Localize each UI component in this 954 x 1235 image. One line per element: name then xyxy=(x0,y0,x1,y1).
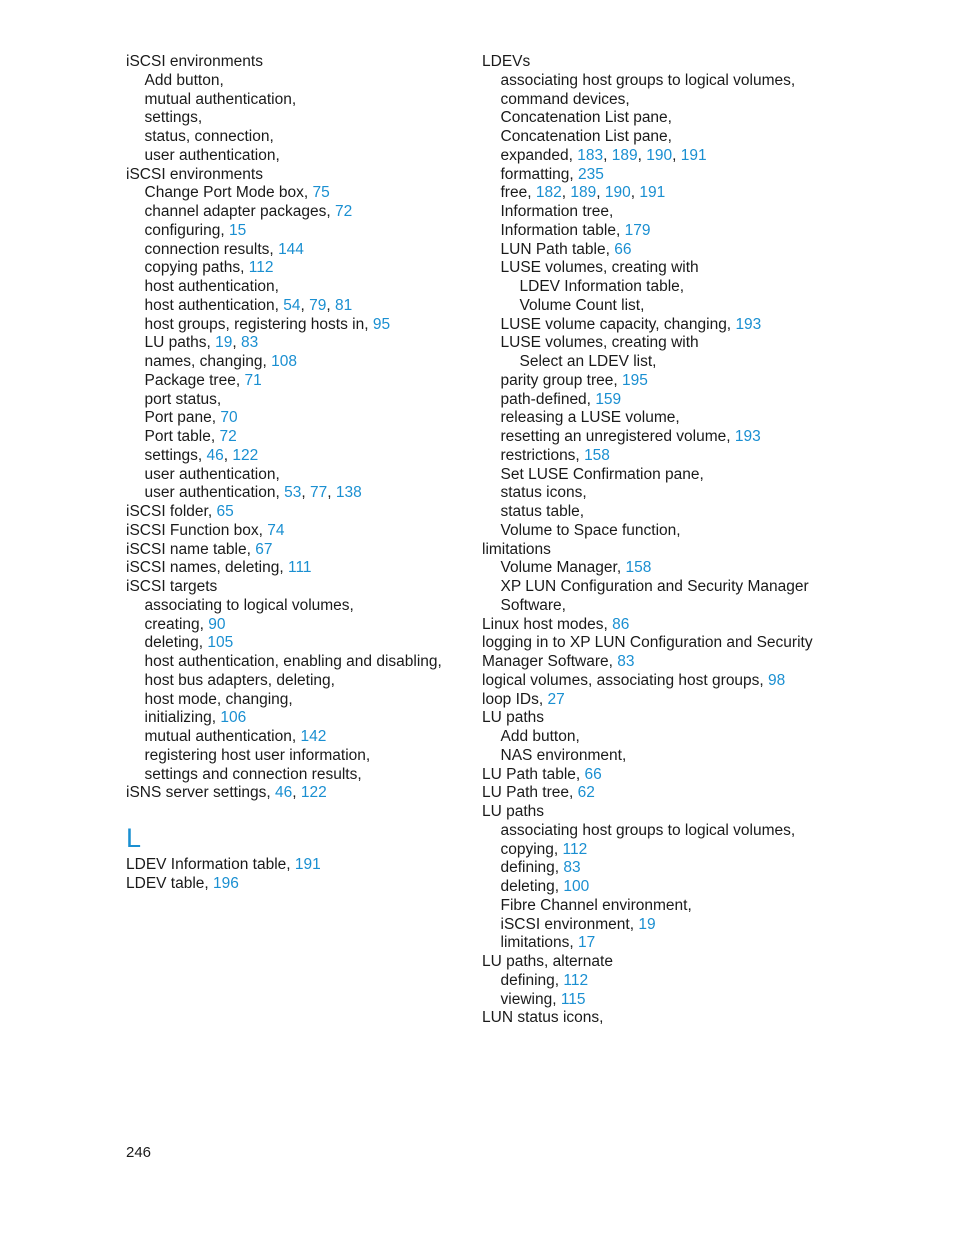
index-subentry xyxy=(482,203,822,222)
index-term: Add button, xyxy=(144,71,224,89)
page-link[interactable]: 66 xyxy=(584,765,602,783)
index-term: Add button, xyxy=(500,728,580,745)
page-link[interactable]: 86 xyxy=(612,615,630,633)
index-term: Volume Manager, xyxy=(500,559,622,577)
index-term: settings, xyxy=(144,109,203,127)
page-link[interactable]: 17 xyxy=(578,934,596,952)
index-term: releasing a LUSE volume, xyxy=(500,409,680,427)
page-link[interactable]: 98 xyxy=(768,671,786,689)
page-link[interactable]: 53 xyxy=(284,484,302,502)
page-link[interactable]: 195 xyxy=(622,371,648,389)
index-subentry xyxy=(126,184,456,203)
index-entry xyxy=(482,691,822,710)
index-subentry xyxy=(482,578,822,597)
index-term: Port table, xyxy=(144,428,216,445)
page-link[interactable]: 112 xyxy=(563,971,589,989)
index-entry xyxy=(482,672,822,691)
index-term: LUSE volumes, creating with xyxy=(500,259,699,277)
index-term: Volume to Space function, xyxy=(500,521,681,539)
page-link[interactable]: 189 xyxy=(611,146,638,164)
page-link[interactable]: 191 xyxy=(294,856,321,873)
index-subentry xyxy=(482,353,822,372)
index-column-right xyxy=(482,53,822,1028)
index-subentry xyxy=(126,353,456,372)
index-subentry xyxy=(482,109,822,128)
index-subentry xyxy=(482,259,822,278)
index-term: port status, xyxy=(144,390,222,408)
index-subentry xyxy=(482,897,822,916)
index-subentry xyxy=(126,147,456,166)
page-link[interactable]: 71 xyxy=(244,371,262,389)
index-subentry xyxy=(126,653,456,672)
page-link[interactable]: 159 xyxy=(595,390,622,408)
index-entry xyxy=(482,616,822,635)
index-subentry: LU paths, 19, 83 xyxy=(144,334,259,352)
index-term: host groups, registering hosts in, xyxy=(144,315,369,333)
index-subentry xyxy=(482,822,822,841)
index-term: names, changing, xyxy=(144,353,267,370)
index-entry xyxy=(482,709,822,728)
page-link[interactable]: 83 xyxy=(617,653,635,670)
index-subentry xyxy=(482,916,822,935)
index-term: Concatenation List pane, xyxy=(500,109,672,127)
index-term: Volume Count list, xyxy=(519,296,645,314)
index-subentry xyxy=(126,691,456,710)
index-subentry xyxy=(482,334,822,353)
index-subentry xyxy=(482,91,822,110)
index-term: Select an LDEV list, xyxy=(519,353,657,370)
index-term: LU paths, alternate xyxy=(482,953,613,970)
index-term: LDEV Information table, xyxy=(519,278,685,295)
page-link[interactable]: 74 xyxy=(267,521,285,539)
index-term: status icons, xyxy=(500,484,587,502)
index-term: command devices, xyxy=(500,90,630,108)
index-term: iSCSI folder, xyxy=(126,503,213,520)
index-term: Port pane, xyxy=(144,409,217,427)
index-term: iSNS server settings, xyxy=(126,784,271,802)
index-term: logical volumes, associating host groups, xyxy=(482,671,764,689)
page-link[interactable]: 75 xyxy=(312,184,330,202)
index-subentry xyxy=(126,747,456,766)
index-subentry xyxy=(482,522,822,541)
page-number: 246 xyxy=(126,1144,152,1161)
index-subentry xyxy=(126,616,456,635)
index-term: associating host groups to logical volumes, xyxy=(500,821,796,839)
index-term: iSCSI names, deleting, xyxy=(126,559,284,577)
page-link[interactable]: 15 xyxy=(228,221,247,239)
index-term: iSCSI environments xyxy=(126,165,263,183)
page-link[interactable]: 62 xyxy=(577,784,595,802)
index-entry xyxy=(482,653,822,672)
index-entry xyxy=(126,541,456,560)
index-subentry xyxy=(482,222,822,241)
page-link[interactable]: 27 xyxy=(547,690,565,708)
index-term: LU Path table, xyxy=(482,765,581,783)
page-link[interactable]: 83 xyxy=(241,334,259,352)
index-term: configuring, xyxy=(144,221,225,239)
index-subentry xyxy=(482,484,822,503)
index-subentry xyxy=(126,241,456,260)
page-link[interactable]: 72 xyxy=(334,203,353,220)
index-subentry xyxy=(482,278,822,297)
index-term: Package tree, xyxy=(144,371,241,389)
index-subentry xyxy=(482,297,822,316)
index-subentry: host authentication, 54, 79, 81 xyxy=(144,296,353,314)
index-subentry xyxy=(126,597,456,616)
page-link[interactable]: 72 xyxy=(219,428,237,445)
page-link[interactable]: 122 xyxy=(232,446,259,464)
index-entry xyxy=(126,856,456,875)
index-term: viewing, xyxy=(500,990,557,1008)
index-subentry xyxy=(126,203,456,222)
page-link[interactable]: 182 xyxy=(535,184,562,202)
index-subentry xyxy=(126,428,456,447)
page-link[interactable]: 191 xyxy=(639,184,666,202)
page-link[interactable]: 190 xyxy=(646,146,673,164)
page-link[interactable]: 54 xyxy=(283,296,301,314)
page-link[interactable]: 158 xyxy=(584,446,610,464)
index-term: copying, xyxy=(500,840,559,858)
index-subentry xyxy=(126,316,456,335)
page-link[interactable]: 138 xyxy=(335,484,362,502)
index-term: deleting, xyxy=(500,878,560,895)
index-subentry xyxy=(482,991,822,1010)
index-entry xyxy=(482,953,822,972)
index-subentry xyxy=(126,222,456,241)
index-term: NAS environment, xyxy=(500,746,627,764)
index-subentry xyxy=(482,841,822,860)
page-link[interactable]: 191 xyxy=(680,146,707,164)
index-subentry xyxy=(482,166,822,185)
index-subentry xyxy=(126,672,456,691)
index-subentry: user authentication, 53, 77, 138 xyxy=(144,484,362,502)
page-link[interactable]: 144 xyxy=(278,240,304,258)
index-entry xyxy=(482,1009,822,1028)
index-subentry xyxy=(482,128,822,147)
index-entry xyxy=(482,784,822,803)
page-link[interactable]: 46 xyxy=(206,446,224,464)
index-term: LU paths xyxy=(482,709,545,727)
page-link[interactable]: 108 xyxy=(271,353,298,370)
page-link[interactable]: 67 xyxy=(255,540,273,558)
index-subentry xyxy=(482,391,822,410)
page-link[interactable]: 179 xyxy=(624,221,651,239)
page-link[interactable]: 183 xyxy=(577,146,604,164)
index-entry xyxy=(126,578,456,597)
index-term: settings, xyxy=(144,446,203,464)
index-term: LDEV table, xyxy=(126,874,209,892)
index-term: LU paths xyxy=(482,803,545,820)
index-term: free, xyxy=(500,184,532,202)
page-link[interactable]: 95 xyxy=(372,315,391,333)
page-link[interactable]: 65 xyxy=(216,503,234,520)
page-link[interactable]: 158 xyxy=(625,559,652,577)
index-term: XP LUN Configuration and Security Manager xyxy=(500,578,809,595)
index-entry: iSNS server settings, 46, 122 xyxy=(126,784,327,802)
index-term: restrictions, xyxy=(500,446,580,464)
index-term: limitations, xyxy=(500,934,574,952)
index-term: path-defined, xyxy=(500,390,591,408)
index-subentry xyxy=(126,128,456,147)
index-subentry xyxy=(482,72,822,91)
index-term: limitations xyxy=(482,540,551,558)
index-term: iSCSI environments xyxy=(126,53,263,70)
index-subentry xyxy=(482,972,822,991)
index-subentry xyxy=(126,109,456,128)
page-link[interactable]: 193 xyxy=(735,315,762,333)
index-term: Information table, xyxy=(500,221,621,239)
page-link[interactable]: 83 xyxy=(563,859,581,877)
index-subentry xyxy=(482,859,822,878)
index-term: loop IDs, xyxy=(482,690,544,708)
index-entry xyxy=(126,166,456,185)
page-link[interactable]: 189 xyxy=(570,184,597,202)
index-term: defining, xyxy=(500,971,560,989)
index-subentry xyxy=(126,372,456,391)
index-subentry: free, 182, 189, 190, 191 xyxy=(500,184,666,202)
index-term: status table, xyxy=(500,503,585,520)
index-term: formatting, xyxy=(500,165,574,183)
index-term: Set LUSE Confirmation pane, xyxy=(500,465,704,483)
index-term: resetting an unregistered volume, xyxy=(500,428,731,445)
page-link[interactable]: 115 xyxy=(560,990,586,1008)
index-subentry xyxy=(126,766,456,785)
index-subentry xyxy=(482,372,822,391)
index-subentry xyxy=(482,241,822,260)
page-link[interactable]: 90 xyxy=(208,615,226,633)
index-term: mutual authentication, xyxy=(144,728,297,745)
index-column-left xyxy=(126,53,456,894)
page-link[interactable]: 112 xyxy=(562,840,588,858)
index-term: Manager Software, xyxy=(482,653,613,670)
index-term: mutual authentication, xyxy=(144,90,297,108)
index-term: settings and connection results, xyxy=(144,765,362,783)
index-term: LUSE volume capacity, changing, xyxy=(500,315,732,333)
index-term: copying paths, xyxy=(144,259,245,277)
index-subentry xyxy=(482,728,822,747)
index-term: iSCSI targets xyxy=(126,578,218,595)
index-entry xyxy=(482,53,822,72)
index-entry xyxy=(126,559,456,578)
index-subentry xyxy=(126,391,456,410)
page-link[interactable]: 196 xyxy=(213,874,239,892)
index-term: Software, xyxy=(500,596,566,614)
index-subentry xyxy=(482,316,822,335)
index-term: iSCSI Function box, xyxy=(126,521,263,539)
index-subentry xyxy=(482,447,822,466)
index-entry xyxy=(482,803,822,822)
index-term: logging in to XP LUN Configuration and Security xyxy=(482,634,813,652)
index-entry xyxy=(126,875,456,894)
index-entry xyxy=(126,522,456,541)
index-subentry xyxy=(126,72,456,91)
index-term: channel adapter packages, xyxy=(144,203,331,220)
index-term: host mode, changing, xyxy=(144,690,293,708)
index-term: Linux host modes, xyxy=(482,615,608,633)
index-subentry xyxy=(482,428,822,447)
index-subentry xyxy=(482,878,822,897)
index-term: LUN Path table, xyxy=(500,240,610,258)
index-term: Concatenation List pane, xyxy=(500,128,672,145)
index-term: Information tree, xyxy=(500,203,614,220)
index-term: Change Port Mode box, xyxy=(144,184,309,202)
index-term: host authentication, xyxy=(144,278,279,295)
index-term: iSCSI name table, xyxy=(126,540,251,558)
index-subentry xyxy=(126,728,456,747)
index-subentry xyxy=(482,747,822,766)
page-link[interactable]: 19 xyxy=(638,915,656,933)
index-term: creating, xyxy=(144,615,204,633)
index-subentry xyxy=(482,466,822,485)
index-subentry xyxy=(482,597,822,616)
page-link[interactable]: 142 xyxy=(300,728,327,745)
page-link[interactable]: 122 xyxy=(300,784,327,802)
index-term: iSCSI environment, xyxy=(500,915,635,933)
index-entry xyxy=(126,503,456,522)
page-link[interactable]: 19 xyxy=(215,334,233,352)
index-subentry xyxy=(126,634,456,653)
index-term: user authentication, xyxy=(144,146,280,164)
index-subentry xyxy=(126,466,456,485)
index-term: initializing, xyxy=(144,709,217,727)
index-term: LU Path tree, xyxy=(482,784,574,802)
index-term: user authentication, xyxy=(144,465,280,483)
page-link[interactable]: 70 xyxy=(220,409,238,427)
index-entry xyxy=(482,766,822,785)
index-term: deleting, xyxy=(144,634,204,652)
page-link[interactable]: 100 xyxy=(563,878,590,895)
index-term: host authentication, xyxy=(144,296,279,314)
index-subentry xyxy=(126,278,456,297)
index-subentry xyxy=(126,91,456,110)
page-link[interactable]: 190 xyxy=(604,184,631,202)
index-term: user authentication, xyxy=(144,484,280,502)
page-link[interactable]: 106 xyxy=(220,709,247,727)
index-term: LDEV Information table, xyxy=(126,856,291,873)
index-subentry: expanded, 183, 189, 190, 191 xyxy=(500,146,707,164)
index-subentry xyxy=(482,934,822,953)
index-subentry xyxy=(482,503,822,522)
index-subentry: settings, 46, 122 xyxy=(144,446,259,464)
index-entry xyxy=(126,53,456,72)
index-term: status, connection, xyxy=(144,128,274,145)
index-entry xyxy=(482,634,822,653)
index-section-letter: L xyxy=(126,823,142,853)
page-link[interactable]: 105 xyxy=(207,634,234,652)
index-subentry xyxy=(126,409,456,428)
page-link[interactable]: 77 xyxy=(309,484,328,502)
index-term: host authentication, enabling and disabling, xyxy=(144,653,442,670)
index-term: connection results, xyxy=(144,240,274,258)
index-term: Fibre Channel environment, xyxy=(500,896,692,914)
index-term: defining, xyxy=(500,859,560,877)
page-link[interactable]: 79 xyxy=(309,296,327,314)
page-link[interactable]: 111 xyxy=(287,559,312,577)
index-term: associating to logical volumes, xyxy=(144,596,354,614)
index-entry xyxy=(482,541,822,560)
index-term: expanded, xyxy=(500,146,573,164)
index-term: LUSE volumes, creating with xyxy=(500,334,699,352)
index-subentry xyxy=(482,559,822,578)
index-subentry xyxy=(126,709,456,728)
page-link[interactable]: 81 xyxy=(335,296,353,314)
index-subentry xyxy=(126,259,456,278)
index-term: associating host groups to logical volumes, xyxy=(500,71,796,89)
index-term: host bus adapters, deleting, xyxy=(144,671,335,689)
page-link[interactable]: 193 xyxy=(734,428,761,445)
index-term: LUN status icons, xyxy=(482,1009,604,1027)
page-link[interactable]: 46 xyxy=(275,784,293,802)
page-link[interactable]: 235 xyxy=(578,165,604,183)
index-term: registering host user information, xyxy=(144,746,371,764)
index-term: LU paths, xyxy=(144,334,211,352)
index-term: parity group tree, xyxy=(500,371,618,389)
page-link[interactable]: 66 xyxy=(614,240,632,258)
page-link[interactable]: 112 xyxy=(248,259,274,277)
index-subentry xyxy=(482,409,822,428)
index-term: LDEVs xyxy=(482,53,531,70)
